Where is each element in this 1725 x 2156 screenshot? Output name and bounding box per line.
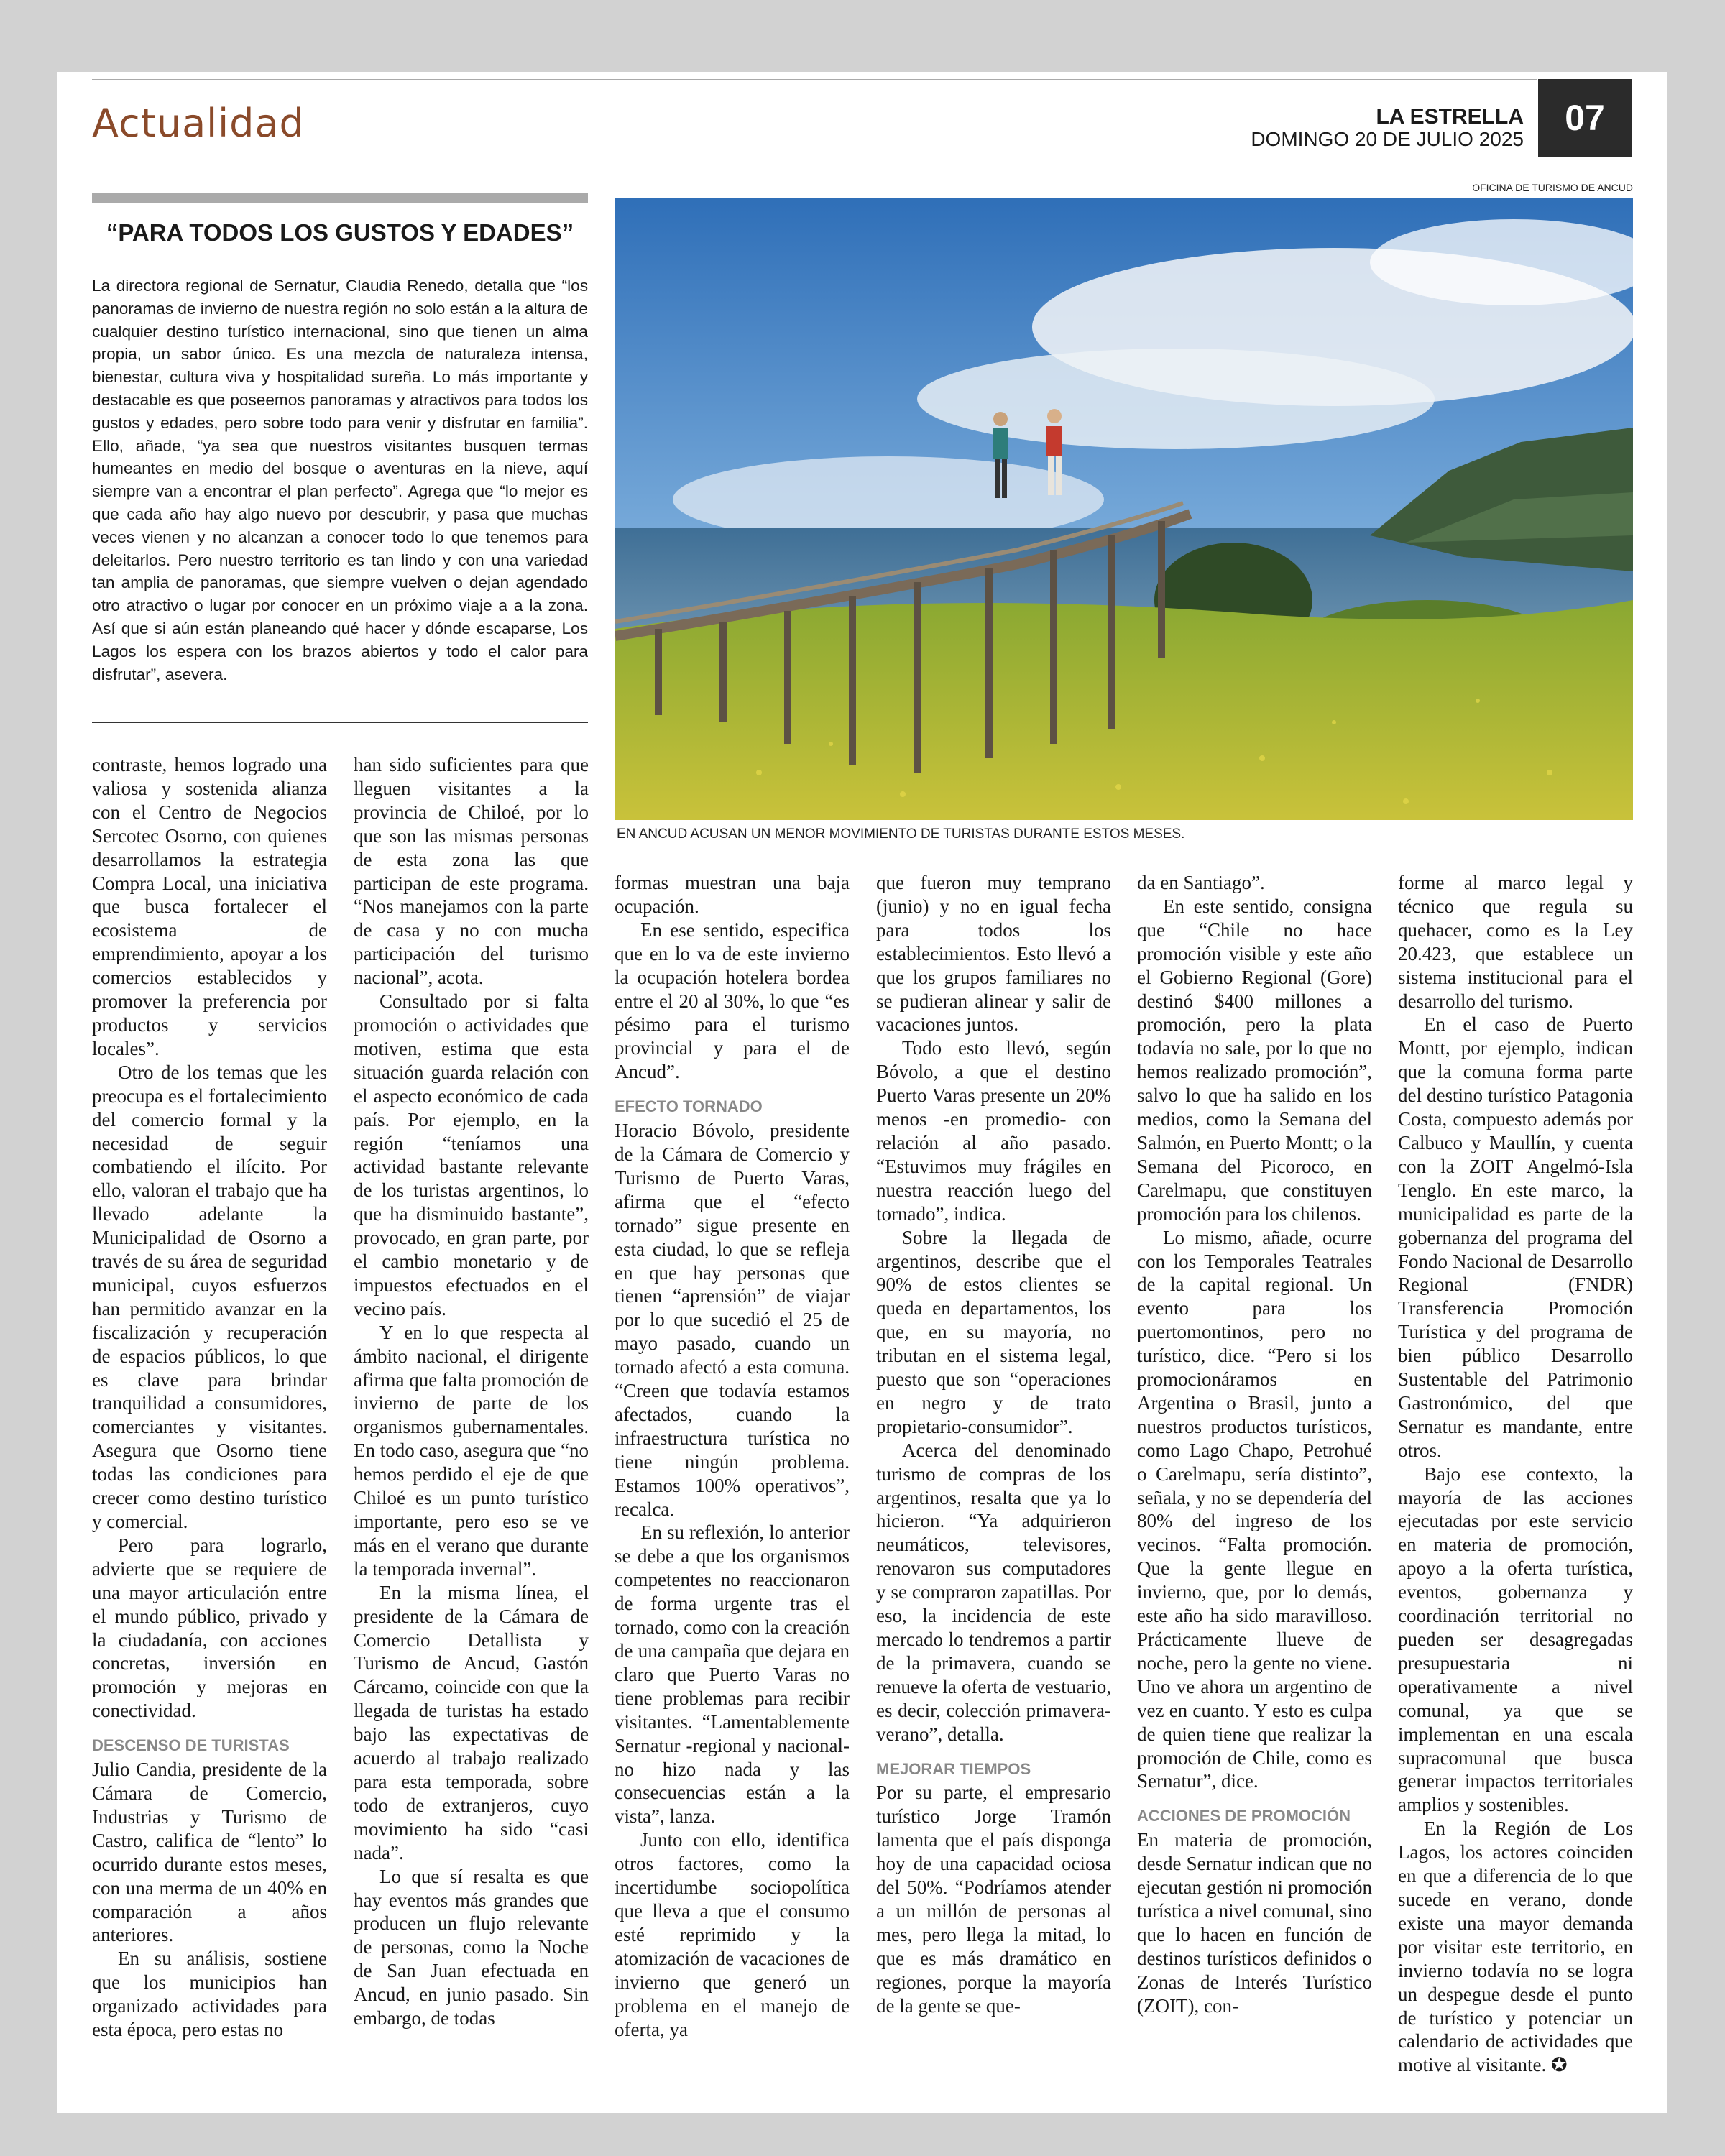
sidebar-bottom-rule: [92, 722, 588, 723]
paragraph: Sobre la llegada de argentinos, describe que el 90% de estos clientes se queda en departamentos, los que, en su mayoría, no tributan en el sistema legal, puesto que son “operaciones en negro y de trato propietario-consumidor”.: [876, 1226, 1111, 1437]
subheading: ACCIONES DE PROMOCIÓN: [1137, 1807, 1351, 1825]
paragraph: Consultado por si falta promoción o actividades que motiven, estima que esta situación guarda relación con el aspecto económico de cada país. Por ejemplo, en la región “teníamos una actividad bastante relevante de los turistas argentinos, lo que ha disminuido bastante”, provocado, en gran parte, por el cambio monetario y de impuestos efectuados en el vecino país.: [354, 990, 589, 1319]
paragraph: han sido suficientes para que lleguen visitantes a la provincia de Chiloé, por lo que son las mismas personas de esta zona las que participan de este programa. “Nos manejamos con la parte de casa y no con mucha participación del turismo nacional”, acota.: [354, 754, 589, 989]
paragraph: que fueron muy temprano (junio) y no en igual fecha para todos los establecimientos. Esto llevó a que los grupos familiares no se pudieran alinear y salir de vacaciones juntos.: [876, 872, 1111, 1036]
section-title: Actualidad: [92, 101, 305, 146]
paragraph: Por su parte, el empresario turístico Jorge Tramón lamenta que el país disponga hoy de una capacidad ociosa del 50%. “Podríamos atender a un millón de personas al mes, pero llega la mitad, lo que es más dramático en regiones, porque la mayoría de la gente se que-: [876, 1782, 1111, 2017]
paragraph: En materia de promoción, desde Sernatur indican que no ejecutan gestión ni promoción turística a nivel comunal, sino que lo hacen en función de destinos turísticos definidos o Zonas de Interés Turístico (ZOIT), con-: [1137, 1829, 1372, 2017]
issue-date: DOMINGO 20 DE JULIO 2025: [1251, 128, 1524, 150]
paragraph: En la misma línea, el presidente de la Cámara de Comercio Detallista y Turismo de Ancud, Gastón Cárcamo, coincide con que la llegada de turistas ha estado bajo las expectativas de acuerdo al trabajo realizado para esta temporada, sobre todo de extranjeros, cuyo movimiento ha sido “casi nada”.: [354, 1581, 589, 1864]
paragraph: En su análisis, sostiene que los municipios han organizado actividades para esta época, pero estas no: [92, 1948, 327, 2041]
paragraph: forme al marco legal y técnico que regula su quehacer, como es la Ley 20.423, que establece un sistema institucional para el desarrollo del turismo.: [1398, 872, 1633, 1012]
paragraph: Lo mismo, añade, ocurre con los Temporales Teatrales de la capital regional. Un evento para los puertomontinos, pero no turístico, dice. “Pero si los promocionáramos en Argentina o Brasil, junto a nuestros productos turísticos, como Lago Chapo, Petrohué o Carelmapu, sería distinto”, señala, y no se dependería del 80% del ingreso de los vecinos. “Falta promoción. Que la gente llegue en invierno, que, por lo demás, este año ha sido maravilloso. Prácticamente llueve de noche, pero la gente no viene. Uno ve ahora un argentino de vez en cuanto. Y esto es culpa de quien tiene que realizar la promoción de Chile, como es Sernatur”, dice.: [1137, 1226, 1372, 1792]
paragraph: Junto con ello, identifica otros factores, como la incertidumbe sociopolítica que lleva a que el consumo esté reprimido y la atomización de vacaciones de invierno que generó un problema en el manejo de oferta, ya: [615, 1829, 850, 2040]
paragraph: Pero para lograrlo, advierte que se requiere de una mayor articulación entre el mundo público, privado y la ciudadanía, con acciones concretas, inversión en promoción y mejoras en conectividad.: [92, 1534, 327, 1722]
paragraph: En este sentido, consigna que “Chile no hace promoción visible y este año el Gobierno Regional (Gore) destinó $400 millones a promoción, pero la plata todavía no sale, por lo que no hemos realizado promoción”, salvo lo que ha salido en los medios, como la Semana del Salmón, en Puerto Montt; o la Semana del Picoroco, en Carelmapu, que constituyen promoción para los chilenos.: [1137, 895, 1372, 1225]
page-number: 07: [1538, 79, 1632, 157]
paragraph: En el caso de Puerto Montt, por ejemplo, indican que la comuna forma parte del destino turístico Patagonia Costa, compuesto además por Calbuco y Maullín, y cuenta con la ZOIT Angelmó-Isla Tenglo. En este marco, la municipalidad es parte de la gobernanza del programa del Fondo Nacional de Desarrollo Regional (FNDR) Transferencia Promoción Turística y del programa de bien público Desarrollo Sustentable del Patrimonio Gastronómico, del que Sernatur es mandante, entre otros.: [1398, 1013, 1633, 1461]
paragraph: Horacio Bóvolo, presidente de la Cámara de Comercio y Turismo de Puerto Varas, afirma que el “efecto tornado” sigue presente en esta ciudad, lo que se refleja en que hay personas que tienen “aprensión” de viajar por lo que sucedió el 25 de mayo pasado, cuando un tornado afectó a esta comuna. “Creen que todavía estamos afectados, cuando la infraestructura turística no tiene ningún problema. Estamos 100% operativos”, recalca.: [615, 1120, 850, 1520]
header-rule: [92, 79, 1537, 80]
paragraph: En la Región de Los Lagos, los actores coinciden en que a diferencia de lo que sucede en verano, donde existe una mayor demanda por visitar este territorio, en invierno todavía no se logra un despegue desde el punto de turístico y potenciar un calendario de actividades que motive al visitante. ✪: [1398, 1818, 1633, 2076]
subheading: EFECTO TORNADO: [615, 1097, 763, 1116]
article-column-1: [92, 753, 327, 2042]
subheading: MEJORAR TIEMPOS: [876, 1759, 1031, 1778]
article-column-2: [354, 753, 589, 2030]
sidebar-top-rule: [92, 193, 588, 203]
paragraph: formas muestran una baja ocupación.: [615, 872, 850, 917]
sidebar-title: “PARA TODOS LOS GUSTOS Y EDADES”: [106, 219, 574, 246]
paragraph: Y en lo que respecta al ámbito nacional, el dirigente afirma que falta promoción de invierno de parte de los organismos gubernamentales. En todo caso, asegura que “no hemos perdido el eje de que Chiloé es un punto turístico importante, pero eso se ve más en el verano que durante la temporada invernal”.: [354, 1321, 589, 1580]
photo-caption: EN ANCUD ACUSAN UN MENOR MOVIMIENTO DE TURISTAS DURANTE ESTOS MESES.: [617, 826, 1185, 842]
newspaper-name: LA ESTRELLA: [1376, 105, 1524, 129]
subheading: DESCENSO DE TURISTAS: [92, 1736, 290, 1755]
sidebar-text: La directora regional de Sernatur, Claudia Renedo, detalla que “los panoramas de invierno de nuestra región no solo están a la altura de cualquier destino turístico internacional, sino que tienen un alma propia, un sabor único. Es una mezcla de naturaleza intensa, bienestar, cultura viva y hospitalidad sureña. Lo más importante y destacable es que poseemos panoramas y atractivos para todos los gustos y edades, pero sobre todo para venir y disfrutar en familia”. Ello, añade, “ya sea que nuestros visitantes busquen termas humeantes en medio del bosque o aventuras en la nieve, aquí siempre van a encontrar el plan perfecto”. Agrega que “lo mejor es que cada año hay algo nuevo por descubrir, y pasa que muchas veces vienen y no alcanzan a conocer todo lo que tenemos para deleitarlos. Pero nuestro territorio es tan lindo y con una variedad tan amplia de panoramas, que siempre vuelven o dejan agendado otro atractivo o lugar por conocer en un próximo viaje a a la zona. Así que si aún están planeando qué hacer y dónde escaparse, Los Lagos los espera con los brazos abiertos y todo el calor para disfrutar”, asevera.: [92, 277, 588, 683]
article-column-5: [1137, 871, 1372, 2018]
paragraph: En su reflexión, lo anterior se debe a que los organismos competentes no reaccionaron de forma urgente tras el tornado, como con la creación de una campaña que dejara en claro que Puerto Varas no tiene problemas para recibir visitantes. “Lamentablemente Sernatur -regional y nacional- no hizo nada y las consecuencias están a la vista”, lanza.: [615, 1521, 850, 1828]
paragraph: Todo esto llevó, según Bóvolo, a que el destino Puerto Varas presente un 20% menos -en promedio- con relación al año pasado. “Estuvimos muy frágiles en nuestra reacción luego del tornado”, indica.: [876, 1037, 1111, 1225]
paragraph: En ese sentido, especifica que en lo va de este invierno la ocupación hotelera bordea entre el 20 al 30%, lo que “es pésimo para el turismo provincial y para el de Ancud”.: [615, 918, 850, 1083]
paragraph: Bajo ese contexto, la mayoría de las acciones ejecutadas por este servicio en materia de promoción, apoyo a la oferta turística, eventos, gobernanza y coordinación territorial no pueden ser desagregadas presupuestaria ni operativamente a nivel comunal, ya que se implementan en una escala supracomunal que busca generar impactos territoriales amplios y sostenibles.: [1398, 1462, 1633, 1816]
boardwalk-photo: [615, 198, 1633, 820]
paragraph: contraste, hemos logrado una valiosa y sostenida alianza con el Centro de Negocios Sercotec Osorno, con quienes desarrollamos la estrategia Compra Local, una iniciativa que busca fortalecer el ecosistema de emprendimiento, apoyar a los comercios establecidos y promover la preferencia por productos y servicios locales”.: [92, 754, 327, 1059]
article-column-3: [615, 871, 850, 2041]
paragraph: Acerca del denominado turismo de compras de los argentinos, resalta que ya lo hicieron. “Ya adquirieron neumáticos, televisores, renovaron sus computadores y se compraron zapatillas. Por eso, la incidencia de este mercado lo tendremos a partir de la primavera, cuando se renueve la oferta de vestuario, es decir, colección primavera-verano”, detalla.: [876, 1439, 1111, 1745]
paragraph: Otro de los temas que les preocupa es el fortalecimiento del comercio formal y la necesidad de seguir combatiendo el ilícito. Por ello, valoran el trabajo que ha llevado adelante la Municipalidad de Osorno a través de su área de seguridad municipal, cuyos esfuerzos han permitido avanzar en la fiscalización y recuperación de espacios públicos, lo que es clave para brindar tranquilidad a consumidores, comerciantes y visitantes. Asegura que Osorno tiene todas las condiciones para crecer como destino turístico y comercial.: [92, 1061, 327, 1532]
article-column-6: [1398, 871, 1633, 2077]
paragraph: da en Santiago”.: [1137, 872, 1265, 893]
paragraph: Lo que sí resalta es que hay eventos más grandes que producen un flujo relevante de personas, como la Noche de San Juan efectuada en Ancud, en junio pasado. Sin embargo, de todas: [354, 1865, 589, 2030]
paragraph: Julio Candia, presidente de la Cámara de Comercio, Industrias y Turismo de Castro, califica de “lento” lo ocurrido durante estos meses, con una merma de un 40% en comparación a años anteriores.: [92, 1759, 327, 1946]
article-column-4: [876, 871, 1111, 2018]
photo-credit: OFICINA DE TURISMO DE ANCUD: [1472, 182, 1633, 193]
